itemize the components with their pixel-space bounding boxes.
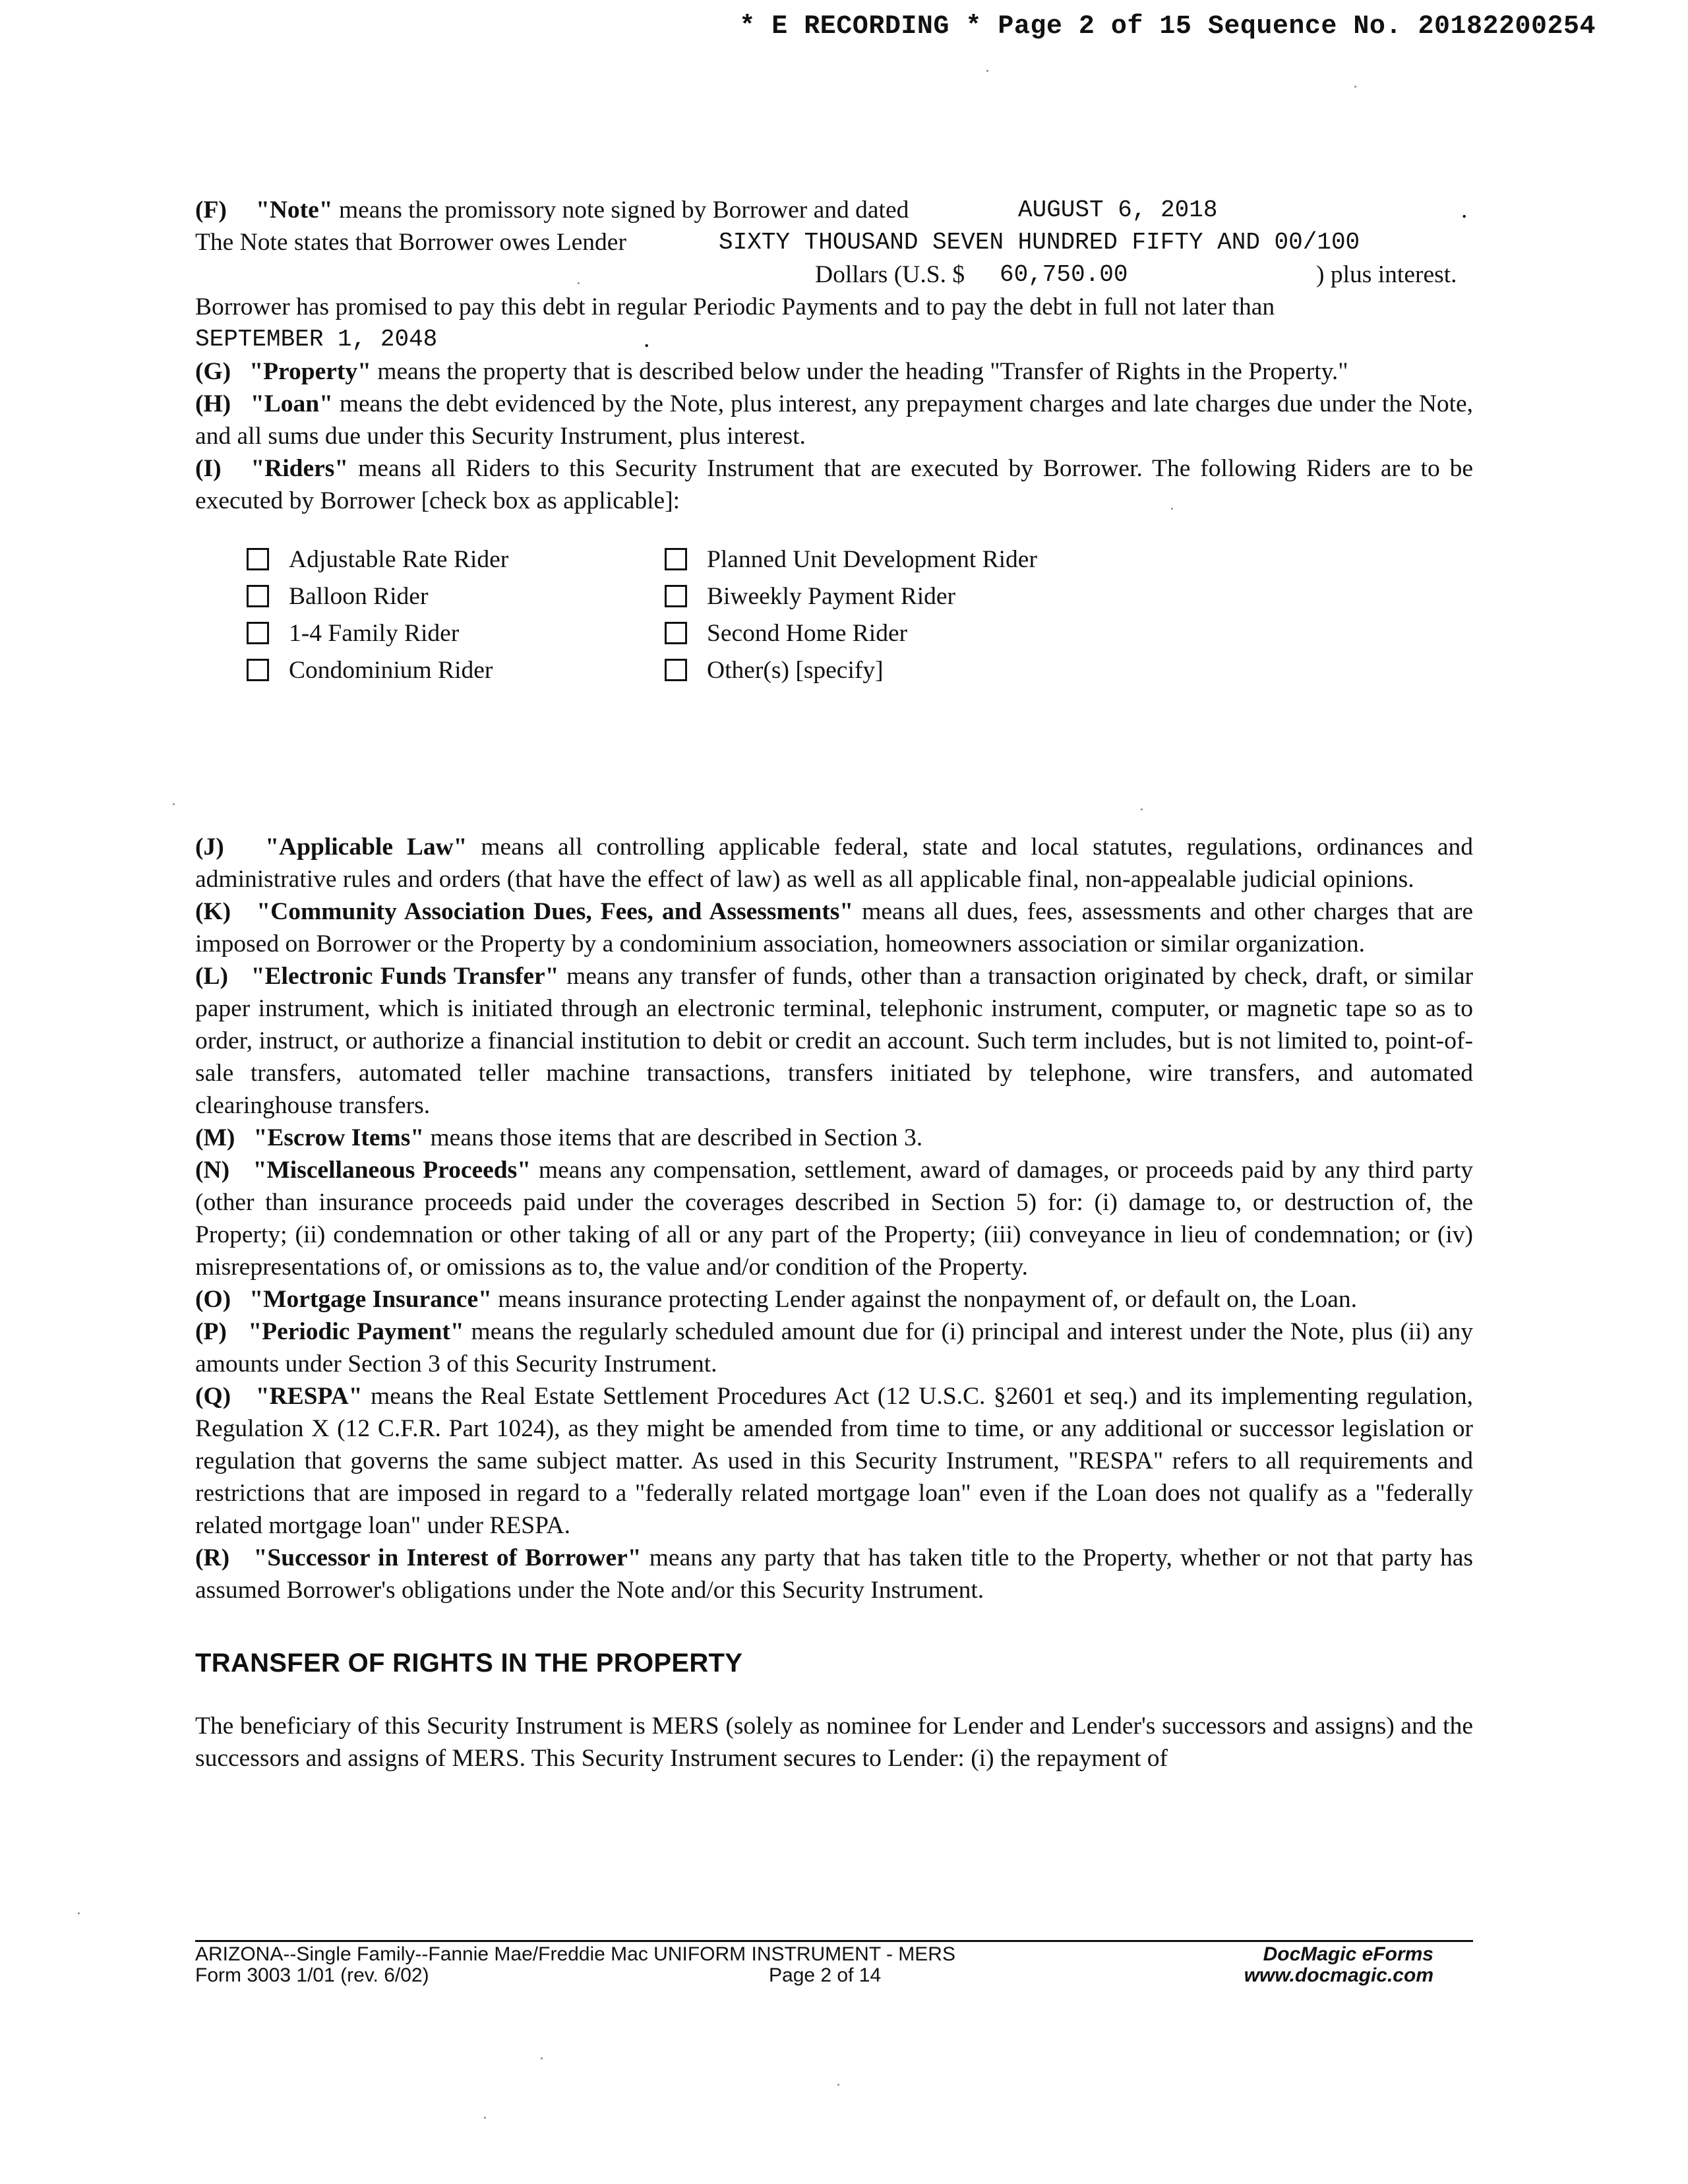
document-body — [195, 194, 1473, 1774]
checkbox[interactable] — [665, 585, 687, 607]
property-text: means the property that is described below under the heading "Transfer of Rights in the Property." — [377, 358, 1348, 385]
definition-label: (P) — [195, 1318, 227, 1345]
property-label: (G) — [195, 358, 231, 385]
definition-label: (N) — [195, 1157, 230, 1184]
definition-term: "Community Association Dues, Fees, and Assessments" — [256, 898, 854, 925]
definition-term: "Mortgage Insurance" — [249, 1286, 492, 1313]
checkbox[interactable] — [247, 548, 269, 570]
misc-proceeds-definition — [195, 1154, 1473, 1283]
loan-term: "Loan" — [250, 390, 333, 417]
definition-text: means any transfer of funds, other than a transaction originated by check, draft, or similar paper instrument, which is initiated through an electronic terminal, telephonic instrument, computer, or magnetic tape so as to order, instruct, or authorize a financial institution to debit or credit an account. Such term includes, but is not limited to, point-of-sale transfers, automated teller machine transactions, transfers initiated by telephone, wire transfers, and automated clearinghouse transfers. — [195, 963, 1473, 1119]
note-line-1 — [195, 194, 1473, 226]
docmagic-logo: DocMagic eForms — [1263, 1943, 1433, 1965]
rider-label: Other(s) [specify] — [707, 656, 884, 684]
note-label: (F) — [195, 197, 227, 224]
rider-label: Condominium Rider — [289, 656, 493, 684]
rider-label: Balloon Rider — [289, 582, 429, 610]
rider-checkbox-condominium[interactable] — [247, 652, 493, 688]
scan-speck — [78, 1912, 80, 1914]
definition-label: (Q) — [195, 1383, 231, 1410]
successor-definition — [195, 1542, 1473, 1606]
scan-speck — [578, 282, 580, 284]
definition-label: (O) — [195, 1286, 231, 1313]
note-date: AUGUST 6, 2018 — [1018, 197, 1218, 224]
checkbox[interactable] — [247, 585, 269, 607]
community-association-definition — [195, 895, 1473, 960]
recording-header: * E RECORDING * Page 2 of 15 Sequence No. 20182200254 — [739, 12, 1596, 42]
loan-label: (H) — [195, 390, 231, 417]
applicable-law-definition — [195, 831, 1473, 895]
note-definition — [195, 194, 1473, 355]
scan-speck — [173, 803, 175, 805]
mortgage-insurance-definition — [195, 1283, 1473, 1316]
note-line-5 — [195, 323, 1473, 355]
definition-text: means those items that are described in Section 3. — [430, 1124, 923, 1151]
rider-checkbox-second-home[interactable] — [665, 615, 907, 652]
rider-checkbox-balloon[interactable] — [247, 578, 428, 615]
definition-term: "Electronic Funds Transfer" — [251, 963, 559, 990]
note-maturity: SEPTEMBER 1, 2048 — [195, 326, 438, 353]
note-dollars-suffix: ) plus interest. — [1316, 261, 1457, 288]
periodic-payment-definition — [195, 1316, 1473, 1380]
footer-line1: ARIZONA--Single Family--Fannie Mae/Freddie Mac UNIFORM INSTRUMENT - MERS — [195, 1943, 955, 1965]
rider-checkbox-adjustable-rate[interactable] — [247, 541, 508, 578]
rider-checkbox-pud[interactable] — [665, 541, 1037, 578]
rider-label: Adjustable Rate Rider — [289, 545, 509, 573]
property-definition — [195, 355, 1473, 388]
rider-label: Biweekly Payment Rider — [707, 582, 956, 610]
riders-label: (I) — [195, 455, 222, 482]
rider-checkbox-other[interactable] — [665, 652, 884, 688]
definition-label: (R) — [195, 1544, 230, 1571]
checkbox[interactable] — [665, 622, 687, 644]
note-period: . — [1461, 197, 1468, 224]
footer-line2: Form 3003 1/01 (rev. 6/02) — [195, 1964, 429, 1986]
definition-label: (K) — [195, 898, 231, 925]
note-line-3 — [195, 258, 1473, 291]
footer-divider — [195, 1940, 1473, 1942]
definition-text: means insurance protecting Lender against the nonpayment of, or default on, the Loan. — [498, 1286, 1357, 1313]
definition-label: (L) — [195, 963, 228, 990]
docmagic-url: www.docmagic.com — [1244, 1964, 1433, 1986]
checkbox[interactable] — [247, 659, 269, 681]
scan-speck — [1354, 86, 1356, 88]
rider-label: 1-4 Family Rider — [289, 619, 460, 647]
note-dollars-prefix: Dollars (U.S. $ — [815, 261, 965, 288]
scan-speck — [484, 2117, 486, 2119]
checkbox[interactable] — [665, 548, 687, 570]
eft-definition — [195, 960, 1473, 1122]
riders-term: "Riders" — [251, 455, 349, 482]
rider-checkbox-biweekly[interactable] — [665, 578, 955, 615]
property-term: "Property" — [249, 358, 371, 385]
definition-text: means the Real Estate Settlement Procedures Act (12 U.S.C. §2601 et seq.) and its implementing regulation, Regulation X (12 C.F.R. Part 1024), as they might be amended from time to time, or any additional or successor legislation or regulation that governs the same subject matter. As used in this Security Instrument, "RESPA" refers to all requirements and restrictions that are imposed in regard to a "federally related mortgage loan" even if the Loan does not qualify as a "federally related mortgage loan" under RESPA. — [195, 1383, 1474, 1539]
note-term: "Note" — [256, 197, 333, 224]
riders-checklist — [195, 541, 1473, 686]
definition-text: means any compensation, settlement, award of damages, or proceeds paid by any third party (other than insurance proceeds paid under the coverages described in Section 5) for: (i) damage to, or destruction of, the Property; (ii) condemnation or other taking of all or any part of the Property; (iii) conveyance in lieu of condemnation; or (iv) misrepresentations of, or omissions as to, the value and/or condition of the Property. — [195, 1157, 1473, 1281]
definition-text: means all controlling applicable federal, state and local statutes, regulations, ordinances and administrative rules and orders (that have the effect of law) as well as all applicable final, non-appealable judicial opinions. — [195, 834, 1474, 893]
escrow-items-definition — [195, 1122, 1473, 1154]
scan-speck — [986, 70, 988, 72]
checkbox[interactable] — [665, 659, 687, 681]
definition-term: "Periodic Payment" — [248, 1318, 464, 1345]
form-footer — [195, 1944, 1473, 1997]
scan-speck — [1171, 508, 1173, 510]
note-period2: . — [644, 326, 650, 353]
definition-term: "Miscellaneous Proceeds" — [253, 1157, 531, 1184]
transfer-heading: TRANSFER OF RIGHTS IN THE PROPERTY — [195, 1649, 743, 1678]
note-line-2 — [195, 226, 1473, 258]
definition-text: means the regularly scheduled amount due for (i) principal and interest under the Note, plus (ii) any amounts under Section 3 of this Security Instrument. — [195, 1318, 1473, 1378]
rider-label: Second Home Rider — [707, 619, 908, 647]
definition-text: means all dues, fees, assessments and other charges that are imposed on Borrower or the Property by a condominium association, homeowners association or similar organization. — [195, 898, 1474, 957]
scan-speck — [1141, 808, 1143, 810]
definition-term: "Successor in Interest of Borrower" — [253, 1544, 642, 1571]
footer-page-number: Page 2 of 14 — [769, 1964, 882, 1986]
rider-label: Planned Unit Development Rider — [707, 545, 1037, 573]
definition-term: "RESPA" — [255, 1383, 363, 1410]
scan-speck — [541, 2057, 543, 2059]
note-term-and-text — [256, 194, 909, 226]
note-text3: Borrower has promised to pay this debt in regular Periodic Payments and to pay the debt in full not later than — [195, 293, 1275, 320]
definition-term: "Escrow Items" — [253, 1124, 425, 1151]
definition-term: "Applicable Law" — [265, 834, 467, 861]
checkbox[interactable] — [247, 622, 269, 644]
riders-definition — [195, 452, 1473, 517]
definition-label: (M) — [195, 1124, 235, 1151]
note-text2: The Note states that Borrower owes Lender — [195, 229, 626, 256]
loan-text: means the debt evidenced by the Note, plus interest, any prepayment charges and late charges due under the Note, and all sums due under this Security Instrument, plus interest. — [195, 390, 1474, 450]
footer-brand — [1244, 1944, 1433, 1986]
riders-text: means all Riders to this Security Instrument that are executed by Borrower. The following Riders are to be executed by Borrower [check box as applicable]: — [195, 455, 1474, 514]
loan-definition — [195, 388, 1473, 452]
transfer-text: The beneficiary of this Security Instrument is MERS (solely as nominee for Lender and Lender's successors and assigns) and the successors and assigns of MERS. This Security Instrument secures to Lender: (i) the repayment of — [195, 1713, 1473, 1772]
note-text1: means the promissory note signed by Borrower and dated — [338, 197, 909, 224]
scan-speck — [837, 2084, 839, 2086]
definition-text: means any party that has taken title to the Property, whether or not that party has assumed Borrower's obligations under the Note and/or this Security Instrument. — [195, 1544, 1474, 1604]
respa-definition — [195, 1380, 1473, 1542]
note-amount-words: SIXTY THOUSAND SEVEN HUNDRED FIFTY AND 00/100 — [719, 229, 1360, 256]
note-amount: 60,750.00 — [1000, 261, 1128, 288]
rider-checkbox-1-4-family[interactable] — [247, 615, 459, 652]
definition-label: (J) — [195, 834, 224, 861]
